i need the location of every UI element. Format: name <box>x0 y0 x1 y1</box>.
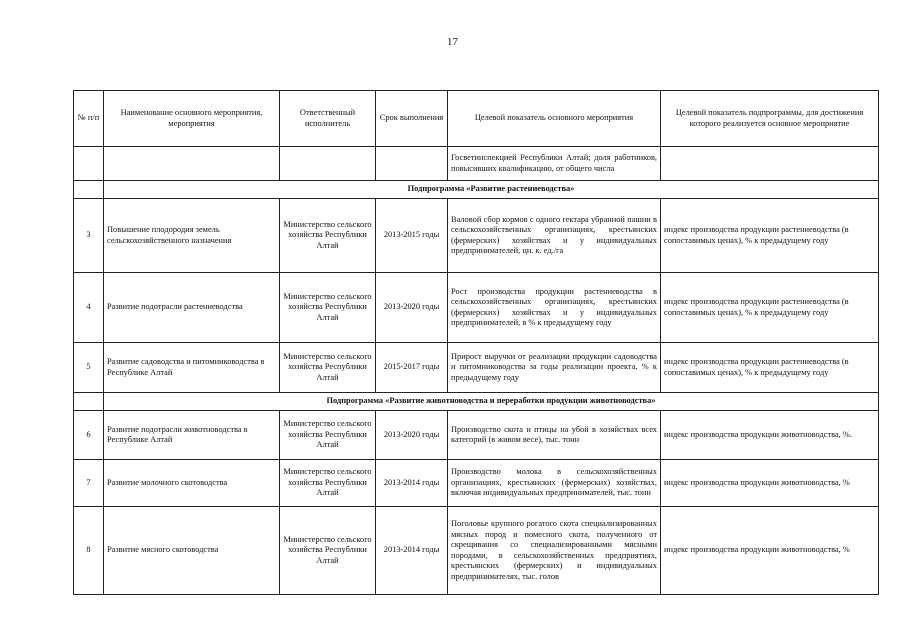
row-target-main: Поголовье крупного рогатого скота специализированных мясных пород и помесного скота, полученного от скрещивания со специализированными мясными породами, в сельскохозяйственных предприятиях, крестьянских (фермерских) и индивидуальных предпринимателях, тыс. голов <box>448 507 661 595</box>
row-num: 3 <box>74 199 104 273</box>
row-executor: Министерство сельского хозяйства Республики Алтай <box>280 273 376 343</box>
activities-table <box>73 90 879 595</box>
row-target-main: Рост производства продукции растениеводства в сельскохозяйственных организациях, крестьянских (фермерских) хозяйствах и у индивидуальных предпринимателей, в % к предыдущему году <box>448 273 661 343</box>
table-row <box>74 411 879 460</box>
section-row <box>74 181 879 199</box>
row-num: 4 <box>74 273 104 343</box>
row-num: 8 <box>74 507 104 595</box>
row-term: 2013-2020 годы <box>376 411 448 460</box>
row-name: Развитие молочного скотоводства <box>104 460 280 507</box>
row-target-sub: индекс производства продукции животноводства, %. <box>661 411 879 460</box>
row-num: 6 <box>74 411 104 460</box>
header-num: № п/п <box>74 91 104 147</box>
row-term: 2013-2015 годы <box>376 199 448 273</box>
table-row <box>74 199 879 273</box>
row-executor: Министерство сельского хозяйства Республики Алтай <box>280 199 376 273</box>
row-target-sub: индекс производства продукции животноводства, % <box>661 460 879 507</box>
row-target-sub: индекс производства продукции растениеводства (в сопоставимых ценах), % к предыдущему году <box>661 273 879 343</box>
row-target-sub: индекс производства продукции растениеводства (в сопоставимых ценах), % к предыдущему году <box>661 199 879 273</box>
header-row <box>74 91 879 147</box>
row-executor: Министерство сельского хозяйства Республики Алтай <box>280 460 376 507</box>
page-number: 17 <box>447 36 458 48</box>
row-executor: Министерство сельского хозяйства Республики Алтай <box>280 507 376 595</box>
header-term: Срок выполнения <box>376 91 448 147</box>
section-row <box>74 393 879 411</box>
table-row <box>74 273 879 343</box>
row-target-sub: индекс производства продукции животноводства, % <box>661 507 879 595</box>
row-num: 5 <box>74 343 104 393</box>
continuation-row <box>74 147 879 181</box>
row-name: Повышение плодородия земель сельскохозяйственного назначения <box>104 199 280 273</box>
section-title: Подпрограмма «Развитие растениеводства» <box>104 181 879 199</box>
row-name: Развитие подотрасли растениеводства <box>104 273 280 343</box>
row-target-main: Производство молока в сельскохозяйственных организациях, крестьянских (фермерских) хозяйствах, включая индивидуальных предпринимателей, тыс. тонн <box>448 460 661 507</box>
table-row <box>74 460 879 507</box>
row-name: Развитие садоводства и питомниководства в Республике Алтай <box>104 343 280 393</box>
row-term: 2015-2017 годы <box>376 343 448 393</box>
row-name: Развитие подотрасли животноводства в Республике Алтай <box>104 411 280 460</box>
header-target-sub: Целевой показатель подпрограммы, для достижения которого реализуется основное мероприятие <box>661 91 879 147</box>
table-row <box>74 507 879 595</box>
row-target-main: Производство скота и птицы на убой в хозяйствах всех категорий (в живом весе), тыс. тонн <box>448 411 661 460</box>
continuation-target-main: Госветинспекцией Республики Алтай; доля работников, повысивших квалификацию, от общего числа <box>448 147 661 181</box>
row-target-main: Валовой сбор кормов с одного гектара убранной пашни в сельскохозяйственных организациях, крестьянских (фермерских) хозяйствах и у индивидуальных предпринимателей, цн. к. ед./га <box>448 199 661 273</box>
row-name: Развитие мясного скотоводства <box>104 507 280 595</box>
header-name: Наименование основного мероприятия, мероприятия <box>104 91 280 147</box>
row-target-sub: индекс производства продукции растениеводства (в сопоставимых ценах), % к предыдущему году <box>661 343 879 393</box>
section-title: Подпрограмма «Развитие животноводства и переработки продукции животноводства» <box>104 393 879 411</box>
header-target-main: Целевой показатель основного мероприятия <box>448 91 661 147</box>
table-row <box>74 343 879 393</box>
row-num: 7 <box>74 460 104 507</box>
row-term: 2013-2020 годы <box>376 273 448 343</box>
row-term: 2013-2014 годы <box>376 507 448 595</box>
row-target-main: Прирост выручки от реализации продукции садоводства и питомниководства за годы реализации проекта, % к предыдущему году <box>448 343 661 393</box>
row-executor: Министерство сельского хозяйства Республики Алтай <box>280 411 376 460</box>
header-executor: Ответственный исполнитель <box>280 91 376 147</box>
row-term: 2013-2014 годы <box>376 460 448 507</box>
row-executor: Министерство сельского хозяйства Республики Алтай <box>280 343 376 393</box>
